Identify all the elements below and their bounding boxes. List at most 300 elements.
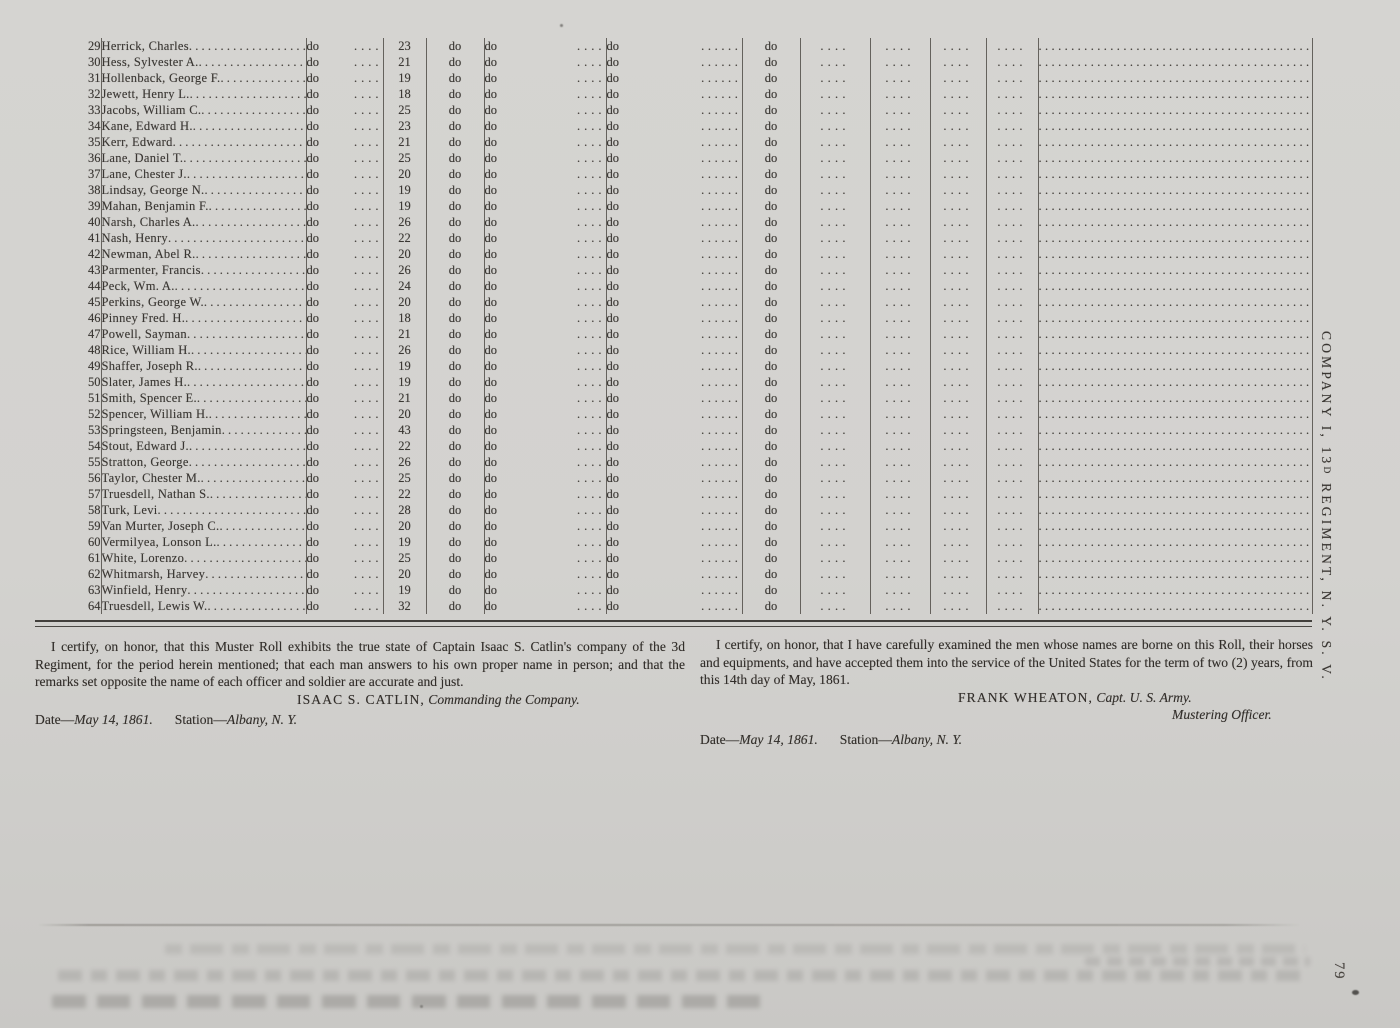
roll-cell-ditto: do .... <box>484 534 606 550</box>
roll-cell-dots <box>930 534 986 550</box>
roll-cell-rank-ditto: do .... <box>306 262 383 278</box>
roll-cell-ditto: do <box>742 294 800 310</box>
roll-cell-remarks <box>1038 502 1312 518</box>
roll-cell-age: 20 <box>383 518 426 534</box>
roll-cell-remarks <box>1038 150 1312 166</box>
roll-row <box>35 566 1312 582</box>
roll-cell-age: 19 <box>383 198 426 214</box>
commander-date-line <box>35 711 685 729</box>
roll-cell-dots <box>800 486 870 502</box>
roll-cell-ditto: do <box>742 358 800 374</box>
roll-cell-ditto: do <box>426 214 484 230</box>
roll-cell-dots <box>870 182 930 198</box>
roll-cell-ditto: do .... <box>484 374 606 390</box>
roll-cell-number: 60 <box>35 534 101 550</box>
roll-cell-dots <box>930 166 986 182</box>
roll-cell-number: 51 <box>35 390 101 406</box>
roll-cell-ditto: do .... <box>484 214 606 230</box>
roll-cell-dots <box>986 598 1038 614</box>
roll-row <box>35 486 1312 502</box>
roll-cell-rank-ditto: do .... <box>306 214 383 230</box>
roll-cell-ditto: do <box>742 326 800 342</box>
roll-cell-remarks <box>1038 406 1312 422</box>
roll-cell-dots <box>800 326 870 342</box>
roll-cell-age: 25 <box>383 102 426 118</box>
roll-cell-age: 20 <box>383 566 426 582</box>
roll-row <box>35 134 1312 150</box>
roll-cell-dots <box>870 342 930 358</box>
roll-cell-ditto: do <box>742 438 800 454</box>
roll-cell-dots <box>870 230 930 246</box>
roll-cell-dots <box>870 102 930 118</box>
station-value: Albany, N. Y. <box>891 731 963 747</box>
roll-cell-dots <box>930 518 986 534</box>
roll-cell-ditto: do .... <box>484 86 606 102</box>
roll-cell-dots <box>930 86 986 102</box>
roll-cell-rank-ditto: do .... <box>306 550 383 566</box>
roll-cell-ditto: do ...... <box>606 150 742 166</box>
roll-cell-number: 41 <box>35 230 101 246</box>
roll-cell-dots <box>930 454 986 470</box>
roll-cell-ditto: do .... <box>484 54 606 70</box>
roll-cell-name: Perkins, George W. ..... <box>101 294 306 310</box>
roll-cell-name: Parmenter, Francis ..... <box>101 262 306 278</box>
commander-signature: ISAAC S. CATLIN, <box>297 691 425 707</box>
roll-cell-dots <box>800 246 870 262</box>
roll-cell-dots <box>986 454 1038 470</box>
roll-cell-ditto: do <box>426 38 484 54</box>
roll-cell-number: 47 <box>35 326 101 342</box>
roll-cell-ditto: do <box>742 486 800 502</box>
roll-cell-number: 58 <box>35 502 101 518</box>
roll-cell-name: Shaffer, Joseph R. ..... <box>101 358 306 374</box>
roll-cell-dots <box>870 294 930 310</box>
roll-cell-dots <box>800 102 870 118</box>
roll-cell-dots <box>986 406 1038 422</box>
station-value: Albany, N. Y. <box>226 712 298 728</box>
station-label: Station— <box>839 731 892 747</box>
roll-cell-dots <box>986 390 1038 406</box>
roll-cell-rank-ditto: do .... <box>306 502 383 518</box>
roll-cell-rank-ditto: do .... <box>306 278 383 294</box>
roll-cell-rank-ditto: do .... <box>306 166 383 182</box>
roll-cell-ditto: do ...... <box>606 246 742 262</box>
roll-cell-remarks <box>1038 358 1312 374</box>
roll-cell-number: 37 <box>35 166 101 182</box>
roll-cell-ditto: do ...... <box>606 582 742 598</box>
roll-cell-rank-ditto: do .... <box>306 374 383 390</box>
roll-cell-remarks <box>1038 278 1312 294</box>
roll-cell-dots <box>870 86 930 102</box>
roll-cell-dots <box>870 374 930 390</box>
bleed-through-line <box>58 970 1306 981</box>
roll-cell-dots <box>986 582 1038 598</box>
roll-cell-remarks <box>1038 230 1312 246</box>
roll-cell-dots <box>930 54 986 70</box>
roll-cell-ditto: do <box>426 54 484 70</box>
mustering-signature: FRANK WHEATON, <box>958 689 1093 705</box>
roll-cell-ditto: do <box>426 294 484 310</box>
roll-cell-dots <box>800 342 870 358</box>
roll-cell-dots <box>870 470 930 486</box>
roll-cell-dots <box>870 278 930 294</box>
roll-row <box>35 118 1312 134</box>
commander-signature-line <box>35 691 685 709</box>
mustering-officer-certification <box>700 636 1313 749</box>
roll-cell-dots <box>800 54 870 70</box>
roll-cell-rank-ditto: do .... <box>306 150 383 166</box>
roll-cell-remarks <box>1038 550 1312 566</box>
roll-cell-ditto: do <box>426 566 484 582</box>
roll-cell-dots <box>986 326 1038 342</box>
roll-cell-ditto: do .... <box>484 470 606 486</box>
roll-cell-remarks <box>1038 454 1312 470</box>
roll-cell-number: 61 <box>35 550 101 566</box>
roll-cell-ditto: do <box>742 598 800 614</box>
roll-cell-remarks <box>1038 182 1312 198</box>
roll-cell-ditto: do .... <box>484 134 606 150</box>
commander-certification <box>35 638 685 729</box>
roll-cell-dots <box>870 118 930 134</box>
roll-cell-remarks <box>1038 102 1312 118</box>
roll-cell-dots <box>930 598 986 614</box>
roll-cell-remarks <box>1038 54 1312 70</box>
roll-cell-rank-ditto: do .... <box>306 438 383 454</box>
roll-cell-dots <box>800 422 870 438</box>
roll-cell-remarks <box>1038 38 1312 54</box>
roll-cell-ditto: do .... <box>484 582 606 598</box>
roll-cell-dots <box>986 230 1038 246</box>
roll-cell-dots <box>870 502 930 518</box>
roll-cell-dots <box>930 150 986 166</box>
roll-cell-dots <box>930 70 986 86</box>
roll-cell-name: Herrick, Charles ..... <box>101 38 306 54</box>
roll-cell-name: Taylor, Chester M. ..... <box>101 470 306 486</box>
page-side-caption <box>1318 331 1334 741</box>
roll-cell-dots <box>930 358 986 374</box>
caption-regiment: REGIMENT, N. Y. S. V. <box>1319 476 1334 682</box>
roll-cell-name: Newman, Abel R. ..... <box>101 246 306 262</box>
roll-cell-number: 59 <box>35 518 101 534</box>
roll-cell-rank-ditto: do .... <box>306 134 383 150</box>
roll-cell-age: 25 <box>383 550 426 566</box>
roll-cell-ditto: do .... <box>484 182 606 198</box>
roll-cell-dots <box>870 582 930 598</box>
roll-cell-dots <box>986 134 1038 150</box>
roll-cell-name: Narsh, Charles A. ..... <box>101 214 306 230</box>
roll-cell-number: 48 <box>35 342 101 358</box>
roll-cell-number: 62 <box>35 566 101 582</box>
roll-cell-ditto: do ...... <box>606 310 742 326</box>
roll-cell-ditto: do <box>742 470 800 486</box>
roll-row <box>35 230 1312 246</box>
roll-cell-age: 23 <box>383 118 426 134</box>
roll-row <box>35 550 1312 566</box>
roll-cell-dots <box>800 70 870 86</box>
roll-cell-ditto: do ...... <box>606 566 742 582</box>
roll-cell-dots <box>986 54 1038 70</box>
roll-cell-age: 20 <box>383 166 426 182</box>
roll-cell-dots <box>800 502 870 518</box>
roll-cell-dots <box>986 182 1038 198</box>
roll-cell-ditto: do ...... <box>606 198 742 214</box>
roll-cell-dots <box>800 150 870 166</box>
roll-cell-number: 32 <box>35 86 101 102</box>
roll-cell-dots <box>986 438 1038 454</box>
roll-cell-dots <box>800 582 870 598</box>
roll-cell-ditto: do <box>426 486 484 502</box>
roll-cell-rank-ditto: do .... <box>306 230 383 246</box>
roll-cell-dots <box>870 246 930 262</box>
roll-row <box>35 358 1312 374</box>
roll-cell-age: 22 <box>383 438 426 454</box>
roll-cell-ditto: do <box>742 406 800 422</box>
roll-cell-rank-ditto: do .... <box>306 518 383 534</box>
roll-cell-ditto: do <box>426 358 484 374</box>
roll-cell-ditto: do <box>742 118 800 134</box>
roll-cell-ditto: do .... <box>484 518 606 534</box>
roll-row <box>35 502 1312 518</box>
roll-cell-age: 43 <box>383 422 426 438</box>
roll-cell-ditto: do <box>742 182 800 198</box>
roll-cell-ditto: do .... <box>484 358 606 374</box>
roll-cell-ditto: do .... <box>484 406 606 422</box>
roll-cell-age: 25 <box>383 470 426 486</box>
roll-cell-age: 19 <box>383 182 426 198</box>
roll-cell-dots <box>930 294 986 310</box>
roll-cell-number: 34 <box>35 118 101 134</box>
roll-cell-age: 19 <box>383 534 426 550</box>
roll-cell-dots <box>930 38 986 54</box>
roll-cell-remarks <box>1038 390 1312 406</box>
roll-cell-dots <box>986 486 1038 502</box>
roll-cell-dots <box>870 134 930 150</box>
roll-cell-dots <box>800 294 870 310</box>
roll-cell-name: Mahan, Benjamin F. ..... <box>101 198 306 214</box>
date-value: May 14, 1861. <box>74 712 153 728</box>
roll-cell-dots <box>930 102 986 118</box>
roll-row <box>35 310 1312 326</box>
roll-cell-ditto: do .... <box>484 342 606 358</box>
roll-cell-number: 29 <box>35 38 101 54</box>
roll-cell-ditto: do <box>742 454 800 470</box>
roll-cell-dots <box>986 246 1038 262</box>
roll-cell-dots <box>870 486 930 502</box>
roll-cell-rank-ditto: do .... <box>306 598 383 614</box>
roll-cell-dots <box>800 262 870 278</box>
roll-cell-ditto: do <box>426 166 484 182</box>
roll-cell-ditto: do <box>426 326 484 342</box>
roll-cell-ditto: do <box>742 230 800 246</box>
roll-cell-dots <box>870 534 930 550</box>
roll-cell-dots <box>986 374 1038 390</box>
roll-cell-number: 50 <box>35 374 101 390</box>
roll-cell-dots <box>870 38 930 54</box>
table-bottom-double-rule <box>35 620 1312 627</box>
roll-cell-ditto: do <box>742 54 800 70</box>
roll-cell-ditto: do ...... <box>606 534 742 550</box>
roll-cell-dots <box>870 598 930 614</box>
date-label: Date— <box>35 712 75 728</box>
roll-cell-name: Lane, Daniel T. ..... <box>101 150 306 166</box>
roll-cell-name: Rice, William H. ..... <box>101 342 306 358</box>
roll-cell-name: Winfield, Henry ..... <box>101 582 306 598</box>
roll-cell-rank-ditto: do .... <box>306 118 383 134</box>
roll-cell-number: 36 <box>35 150 101 166</box>
roll-cell-number: 45 <box>35 294 101 310</box>
roll-cell-remarks <box>1038 246 1312 262</box>
roll-cell-ditto: do .... <box>484 326 606 342</box>
bleed-through-line <box>165 944 1305 954</box>
roll-cell-ditto: do ...... <box>606 358 742 374</box>
roll-cell-ditto: do <box>426 310 484 326</box>
roll-cell-age: 28 <box>383 502 426 518</box>
roll-cell-dots <box>800 534 870 550</box>
roll-cell-ditto: do <box>742 502 800 518</box>
roll-cell-name: Lane, Chester J. ..... <box>101 166 306 182</box>
roll-cell-age: 19 <box>383 582 426 598</box>
roll-cell-number: 40 <box>35 214 101 230</box>
roll-cell-ditto: do ...... <box>606 502 742 518</box>
roll-cell-dots <box>800 166 870 182</box>
roll-row <box>35 150 1312 166</box>
roll-cell-dots <box>986 102 1038 118</box>
roll-cell-remarks <box>1038 166 1312 182</box>
roll-cell-dots <box>930 262 986 278</box>
roll-row <box>35 518 1312 534</box>
roll-cell-dots <box>930 326 986 342</box>
roll-cell-dots <box>986 166 1038 182</box>
roll-cell-ditto: do <box>426 374 484 390</box>
roll-cell-number: 31 <box>35 70 101 86</box>
roll-cell-dots <box>870 358 930 374</box>
roll-cell-dots <box>930 278 986 294</box>
roll-cell-ditto: do <box>426 278 484 294</box>
roll-cell-ditto: do ...... <box>606 54 742 70</box>
roll-cell-ditto: do <box>742 38 800 54</box>
roll-cell-ditto: do ...... <box>606 390 742 406</box>
roll-cell-rank-ditto: do .... <box>306 246 383 262</box>
roll-cell-dots <box>930 502 986 518</box>
roll-cell-remarks <box>1038 470 1312 486</box>
roll-cell-number: 43 <box>35 262 101 278</box>
roll-cell-dots <box>800 86 870 102</box>
roll-cell-age: 21 <box>383 326 426 342</box>
roll-cell-age: 32 <box>383 598 426 614</box>
roll-cell-rank-ditto: do .... <box>306 358 383 374</box>
roll-cell-remarks <box>1038 134 1312 150</box>
roll-cell-dots <box>870 54 930 70</box>
roll-cell-dots <box>986 518 1038 534</box>
roll-cell-number: 38 <box>35 182 101 198</box>
roll-cell-ditto: do .... <box>484 118 606 134</box>
mustering-certification-text: I certify, on honor, that I have carefully examined the men whose names are borne on this Roll, their horses and equipments, and have accepted them into the service of the United States for the term of two (2) years, from this 14th day of May, 1861. <box>700 637 1313 688</box>
roll-cell-ditto: do <box>742 342 800 358</box>
roll-cell-remarks <box>1038 566 1312 582</box>
roll-cell-remarks <box>1038 198 1312 214</box>
commander-signature-title: Commanding the Company. <box>428 691 580 707</box>
roll-cell-number: 35 <box>35 134 101 150</box>
roll-cell-name: Kane, Edward H. ..... <box>101 118 306 134</box>
roll-cell-dots <box>986 550 1038 566</box>
roll-cell-ditto: do ...... <box>606 406 742 422</box>
roll-cell-rank-ditto: do .... <box>306 294 383 310</box>
mustering-signature-line <box>700 689 1313 707</box>
roll-cell-ditto: do .... <box>484 598 606 614</box>
roll-cell-age: 22 <box>383 230 426 246</box>
roll-cell-age: 26 <box>383 262 426 278</box>
roll-cell-ditto: do <box>426 470 484 486</box>
roll-cell-name: Spencer, William H. ..... <box>101 406 306 422</box>
muster-roll-table <box>35 38 1313 614</box>
roll-cell-ditto: do <box>426 582 484 598</box>
roll-row <box>35 166 1312 182</box>
roll-cell-number: 46 <box>35 310 101 326</box>
roll-cell-ditto: do <box>426 118 484 134</box>
roll-cell-ditto: do <box>426 150 484 166</box>
roll-cell-name: Stout, Edward J. ..... <box>101 438 306 454</box>
roll-cell-ditto: do ...... <box>606 486 742 502</box>
roll-cell-ditto: do .... <box>484 486 606 502</box>
roll-cell-ditto: do .... <box>484 246 606 262</box>
scan-speck <box>560 24 563 27</box>
roll-row <box>35 406 1312 422</box>
roll-cell-dots <box>930 118 986 134</box>
roll-cell-remarks <box>1038 422 1312 438</box>
roll-cell-age: 18 <box>383 86 426 102</box>
roll-cell-number: 56 <box>35 470 101 486</box>
roll-cell-rank-ditto: do .... <box>306 38 383 54</box>
roll-cell-remarks <box>1038 518 1312 534</box>
roll-row <box>35 534 1312 550</box>
roll-cell-number: 54 <box>35 438 101 454</box>
roll-cell-name: Lindsay, George N. ..... <box>101 182 306 198</box>
roll-cell-ditto: do ...... <box>606 70 742 86</box>
date-label: Date— <box>700 731 740 747</box>
roll-cell-rank-ditto: do .... <box>306 454 383 470</box>
roll-cell-dots <box>986 214 1038 230</box>
roll-cell-dots <box>800 230 870 246</box>
roll-cell-remarks <box>1038 118 1312 134</box>
roll-cell-remarks <box>1038 214 1312 230</box>
roll-cell-age: 20 <box>383 406 426 422</box>
roll-cell-dots <box>870 438 930 454</box>
roll-cell-name: Peck, Wm. A. ..... <box>101 278 306 294</box>
roll-cell-dots <box>930 134 986 150</box>
roll-cell-ditto: do .... <box>484 166 606 182</box>
roll-cell-name: Pinney Fred. H. ..... <box>101 310 306 326</box>
roll-cell-age: 18 <box>383 310 426 326</box>
roll-cell-age: 21 <box>383 54 426 70</box>
roll-cell-dots <box>800 198 870 214</box>
roll-cell-ditto: do <box>426 134 484 150</box>
roll-cell-dots <box>930 214 986 230</box>
roll-cell-rank-ditto: do .... <box>306 470 383 486</box>
roll-cell-dots <box>930 374 986 390</box>
roll-cell-ditto: do ...... <box>606 422 742 438</box>
roll-cell-dots <box>930 486 986 502</box>
roll-cell-name: Slater, James H. ..... <box>101 374 306 390</box>
roll-cell-ditto: do <box>742 310 800 326</box>
roll-cell-dots <box>930 310 986 326</box>
roll-cell-ditto: do ...... <box>606 278 742 294</box>
roll-cell-ditto: do <box>426 438 484 454</box>
roll-cell-rank-ditto: do .... <box>306 566 383 582</box>
roll-cell-dots <box>800 566 870 582</box>
roll-cell-remarks <box>1038 342 1312 358</box>
roll-cell-dots <box>800 470 870 486</box>
roll-cell-dots <box>930 582 986 598</box>
